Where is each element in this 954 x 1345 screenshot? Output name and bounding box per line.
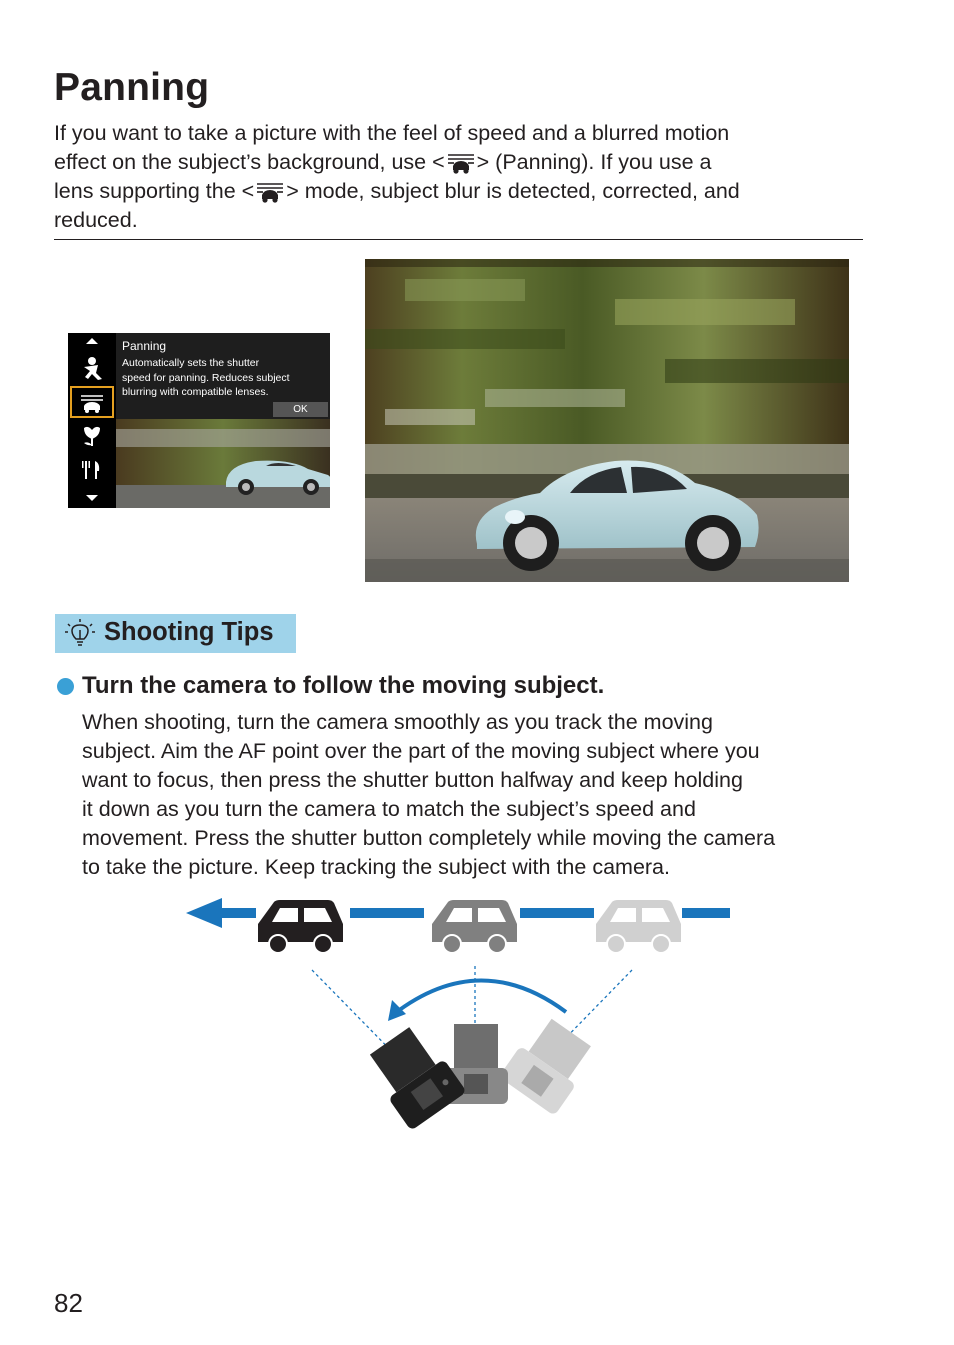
up-arrow-icon <box>86 338 98 344</box>
intro-line-3a: lens supporting the < <box>54 179 255 203</box>
intro-line-1: If you want to take a picture with the feel of speed and a blurred motion <box>54 121 730 145</box>
shooting-tips-badge <box>55 614 296 653</box>
intro-line-2b: > (Panning). If you use a <box>476 150 712 174</box>
body-line-2: subject. Aim the AF point over the part of the moving subject where you <box>82 739 760 763</box>
car-icon-2 <box>432 900 517 953</box>
camera-icon-faded <box>499 1013 599 1116</box>
sports-icon <box>84 357 102 380</box>
panning-icon <box>254 180 286 204</box>
desc-line-2: speed for panning. Reduces subject <box>122 371 290 384</box>
shooting-tips-label: Shooting Tips <box>104 618 274 646</box>
car-icon-3 <box>596 900 681 953</box>
ok-button[interactable]: OK <box>273 402 328 417</box>
car-icon-1 <box>258 900 343 953</box>
intro-line-3b: > mode, subject blur is detected, corrected, and <box>286 179 740 203</box>
bullet-dot <box>57 678 74 695</box>
panning-icon <box>445 151 477 175</box>
mode-title: Panning <box>122 339 167 353</box>
body-line-4: it down as you turn the camera to match the subject’s speed and <box>82 797 696 821</box>
page-number: 82 <box>54 1288 83 1318</box>
intro-line-2a: effect on the subject’s background, use < <box>54 150 445 174</box>
body-line-5: movement. Press the shutter button completely while moving the camera <box>82 826 776 850</box>
food-icon <box>82 461 99 479</box>
rotation-arrow <box>388 980 566 1021</box>
lightbulb-icon <box>63 618 99 650</box>
section-divider <box>54 239 863 240</box>
body-line-1: When shooting, turn the camera smoothly as you track the moving <box>82 710 713 734</box>
body-line-3: want to focus, then press the shutter button halfway and keep holding <box>82 768 743 792</box>
panning-example-photo <box>365 259 849 582</box>
body-line-6: to take the picture. Keep tracking the subject with the camera. <box>82 855 670 879</box>
mode-description <box>122 356 322 400</box>
tip-heading: Turn the camera to follow the moving subject. <box>82 672 605 699</box>
mode-sidebar <box>68 333 116 508</box>
intro-paragraph <box>54 119 864 235</box>
screen-preview-photo <box>116 419 330 508</box>
panning-diagram <box>180 890 740 1150</box>
page-title: Panning <box>54 66 210 109</box>
intro-line-4: reduced. <box>54 208 138 232</box>
selected-mode-frame <box>70 386 114 418</box>
closeup-icon <box>84 427 100 446</box>
down-arrow-icon <box>86 495 98 501</box>
camera-screen <box>68 333 330 508</box>
desc-line-3: blurring with compatible lenses. <box>122 386 269 398</box>
desc-line-1: Automatically sets the shutter <box>122 357 260 369</box>
camera-icon-front <box>362 1021 467 1130</box>
tip-body <box>82 708 872 882</box>
